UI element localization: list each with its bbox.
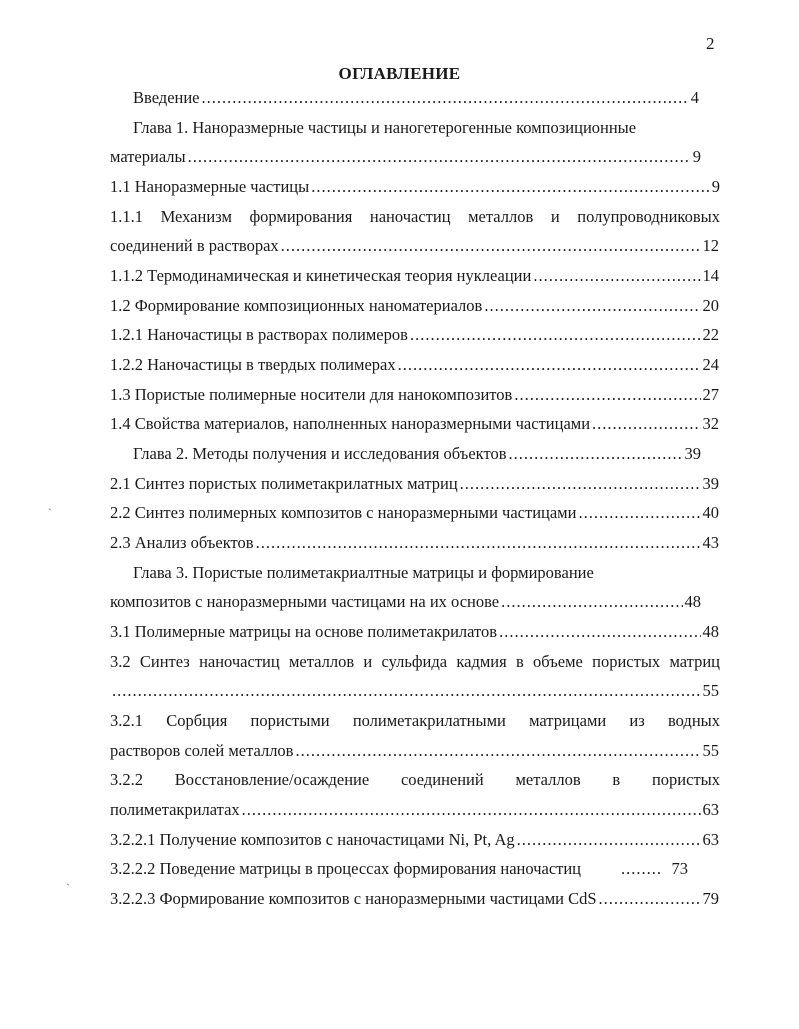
toc-entry-intro bbox=[133, 88, 699, 108]
toc-leader bbox=[499, 622, 700, 642]
toc-entry-1-2-2 bbox=[110, 355, 719, 375]
toc-leader bbox=[202, 88, 689, 108]
toc-entry-page: 63 bbox=[702, 830, 719, 849]
toc-entry-text: растворов солей металлов bbox=[110, 741, 294, 760]
toc-leader bbox=[508, 444, 682, 464]
toc-entry-page: 48 bbox=[702, 622, 719, 641]
toc-entry-ch1-line2 bbox=[110, 147, 701, 167]
scan-mark: ` bbox=[66, 881, 70, 895]
toc-leader bbox=[517, 830, 701, 850]
toc-leader bbox=[592, 414, 700, 434]
toc-leader bbox=[621, 859, 661, 879]
toc-entry-ch1-line1: Глава 1. Наноразмерные частицы и наногетерогенные композиционные bbox=[133, 118, 637, 137]
toc-entry-3-2-2-line1: 3.2.2 Восстановление/осаждение соединений металлов в пористых bbox=[110, 770, 720, 789]
toc-entry-2-2 bbox=[110, 503, 719, 523]
toc-leader bbox=[460, 474, 701, 494]
toc-entry-1-2 bbox=[110, 296, 719, 316]
toc-entry-text: 3.2.2.1 Получение композитов с наночастицами Ni, Pt, Ag bbox=[110, 830, 515, 849]
toc-entry-3-2-1-line2 bbox=[110, 741, 719, 761]
page-number: 2 bbox=[706, 34, 715, 53]
toc-entry-text: Глава 2. Методы получения и исследования объектов bbox=[133, 444, 507, 463]
toc-entry-3-2-2-3 bbox=[110, 889, 719, 909]
toc-entry-text: 1.3 Пористые полимерные носители для нанокомпозитов bbox=[110, 385, 513, 404]
toc-entry-3-2-2-line2 bbox=[110, 800, 719, 820]
toc-entry-1-2-1 bbox=[110, 325, 719, 345]
toc-entry-1-1-1-line2 bbox=[110, 236, 719, 256]
toc-entry-text: 1.1 Наноразмерные частицы bbox=[110, 177, 310, 196]
toc-entry-page: 32 bbox=[702, 414, 719, 433]
toc-leader bbox=[484, 296, 700, 316]
toc-entry-1-1-1-line1: 1.1.1 Механизм формирования наночастиц металлов и полупроводниковых bbox=[110, 207, 720, 226]
toc-entry-1-3 bbox=[110, 385, 719, 405]
toc-entry-page: 63 bbox=[702, 800, 719, 819]
toc-entry-page: 9 bbox=[692, 147, 701, 166]
toc-entry-page: 14 bbox=[702, 266, 719, 285]
toc-entry-text: 3.1 Полимерные матрицы на основе полиметакрилатов bbox=[110, 622, 498, 641]
toc-entry-text: 1.2.2 Наночастицы в твердых полимерах bbox=[110, 355, 396, 374]
toc-entry-text: 2.1 Синтез пористых полиметакрилатных матриц bbox=[110, 474, 458, 493]
toc-entry-page: 22 bbox=[702, 325, 719, 344]
toc-entry-page: 43 bbox=[702, 533, 719, 552]
toc-entry-3-2-line2 bbox=[110, 681, 719, 701]
toc-entry-ch3-line2 bbox=[110, 592, 701, 612]
toc-leader bbox=[599, 889, 701, 909]
toc-entry-page: 9 bbox=[711, 177, 720, 196]
toc-leader bbox=[578, 503, 700, 523]
toc-entry-page: 39 bbox=[702, 474, 719, 493]
toc-entry-text: 3.2.2.3 Формирование композитов с наноразмерными частицами CdS bbox=[110, 889, 597, 908]
toc-leader bbox=[501, 592, 682, 612]
scan-mark: ` bbox=[48, 506, 52, 520]
toc-entry-text: Введение bbox=[133, 88, 200, 107]
toc-entry-3-2-1-line1: 3.2.1 Сорбция пористыми полиметакрилатными матрицами из водных bbox=[110, 711, 720, 730]
toc-entry-page: 4 bbox=[690, 88, 699, 107]
toc-entry-2-3 bbox=[110, 533, 719, 553]
toc-entry-ch3-line1: Глава 3. Пористые полиметакриалтные матрицы и формирование bbox=[133, 563, 594, 582]
toc-entry-page: 55 bbox=[702, 741, 719, 760]
toc-entry-text: 2.2 Синтез полимерных композитов с наноразмерными частицами bbox=[110, 503, 577, 522]
toc-leader bbox=[398, 355, 701, 375]
toc-leader bbox=[256, 533, 701, 553]
toc-entry-page: 39 bbox=[684, 444, 701, 463]
toc-entry-page: 20 bbox=[702, 296, 719, 315]
toc-leader bbox=[281, 236, 701, 256]
toc-entry-text: соединений в растворах bbox=[110, 236, 279, 255]
toc-entry-3-2-line1: 3.2 Синтез наночастиц металлов и сульфида кадмия в объеме пористых матриц bbox=[110, 652, 720, 671]
toc-entry-text: композитов с наноразмерными частицами на их основе bbox=[110, 592, 500, 611]
toc-leader bbox=[295, 741, 700, 761]
toc-leader bbox=[533, 266, 700, 286]
toc-entry-text: 1.1.2 Термодинамическая и кинетическая теория нуклеации bbox=[110, 266, 532, 285]
toc-entry-3-2-2-1 bbox=[110, 830, 719, 850]
toc-entry-page: 48 bbox=[684, 592, 701, 611]
toc-entry-text: 3.2.2.2 Поведение матрицы в процессах формирования наночастиц bbox=[110, 859, 582, 878]
toc-leader bbox=[112, 681, 701, 701]
toc-entry-3-2-2-2 bbox=[110, 859, 688, 879]
toc-entry-text: полиметакрилатах bbox=[110, 800, 240, 819]
toc-entry-page: 24 bbox=[702, 355, 719, 374]
toc-entry-1-4 bbox=[110, 414, 719, 434]
toc-entry-2-1 bbox=[110, 474, 719, 494]
toc-entry-text: 1.2 Формирование композиционных наноматериалов bbox=[110, 296, 483, 315]
toc-leader bbox=[188, 147, 691, 167]
toc-entry-1-1-2 bbox=[110, 266, 719, 286]
toc-leader bbox=[514, 385, 700, 405]
toc-entry-page: 79 bbox=[702, 889, 719, 908]
toc-entry-text: 1.4 Свойства материалов, наполненных наноразмерными частицами bbox=[110, 414, 591, 433]
toc-entry-ch2 bbox=[133, 444, 701, 464]
toc-entry-page: 27 bbox=[702, 385, 719, 404]
toc-entry-page: 12 bbox=[702, 236, 719, 255]
toc-leader bbox=[311, 177, 710, 197]
toc-entry-3-1 bbox=[110, 622, 719, 642]
toc-entry-text: 1.2.1 Наночастицы в растворах полимеров bbox=[110, 325, 408, 344]
toc-entry-page: 55 bbox=[702, 681, 719, 700]
toc-leader bbox=[242, 800, 701, 820]
toc-entry-text: 2.3 Анализ объектов bbox=[110, 533, 254, 552]
toc-entry-1-1 bbox=[110, 177, 720, 197]
toc-leader bbox=[410, 325, 701, 345]
toc-entry-page: 40 bbox=[702, 503, 719, 522]
toc-entry-text: материалы bbox=[110, 147, 186, 166]
toc-title: ОГЛАВЛЕНИЕ bbox=[338, 64, 461, 83]
toc-entry-page: 73 bbox=[671, 859, 688, 878]
